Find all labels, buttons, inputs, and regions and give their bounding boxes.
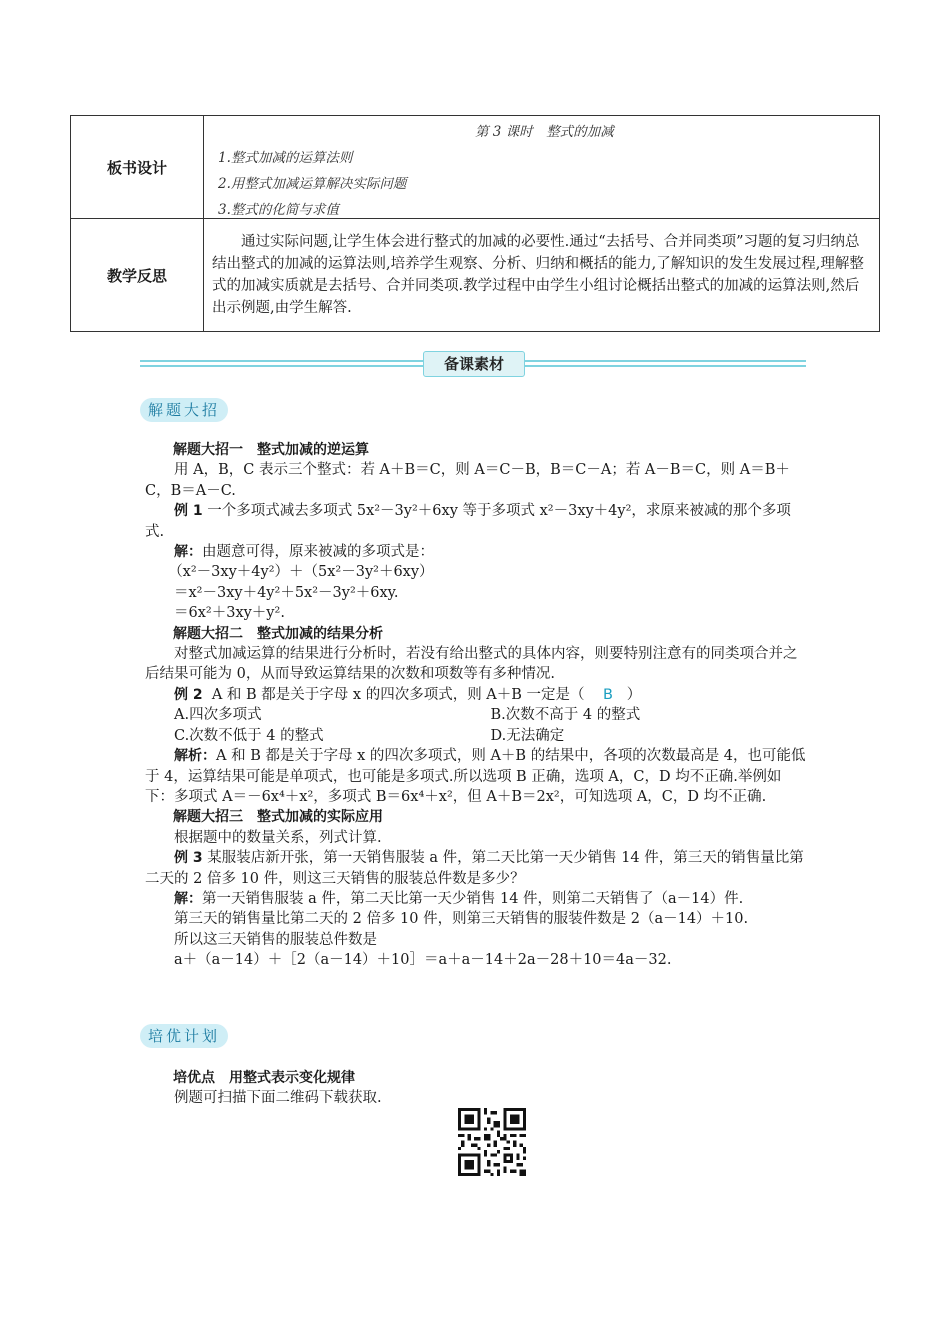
tips-content xyxy=(145,440,807,971)
board-design-label: 板书设计 xyxy=(71,116,204,219)
solution-para: a＋（a－14）＋［2（a－14）＋10］＝a＋a－14＋2a－28＋10＝4a－32. xyxy=(174,952,672,969)
tip-text: 对整式加减运算的结果进行分析时，若没有给出整式的具体内容，则要特别注意有的同类项合并之后结果可能为 0，从而导致运算结果的次数和项数等有多种情况. xyxy=(145,646,798,683)
math-line: ＝x²－3xy＋4y²＋5x²－3y²＋6xy. xyxy=(174,584,399,601)
section-tag-tips: 解题大招 xyxy=(140,398,228,422)
solution-3 xyxy=(145,889,807,909)
example-label: 例 3 xyxy=(174,850,203,867)
option-d: D.无法确定 xyxy=(490,727,565,744)
tip-heading: 解题大招三 整式加减的实际应用 xyxy=(173,809,383,826)
board-design-cell xyxy=(204,116,880,219)
plan-content xyxy=(145,1068,807,1109)
lesson-plan-table xyxy=(70,115,880,332)
option-b: B.次数不高于 4 的整式 xyxy=(490,707,641,724)
analysis-text: A 和 B 都是关于字母 x 的四次多项式，则 A＋B 的结果中，各项的次数最高是 4，也可能低于 4，运算结果可能是单项式，也可能是多项式.所以选项 B 正确，选项 A，C，D 均不正确.举例如下：多项式 A＝－6x⁴＋x²，多项式 B＝6x⁴＋x²，但 A＋B＝2x²，可知选项 A，C，D 均不正确. xyxy=(145,748,806,805)
math-line: （x²－3xy＋4y²）＋（5x²－3y²＋6xy） xyxy=(168,564,434,581)
example-label: 例 2 xyxy=(174,686,203,703)
option-a: A.四次多项式 xyxy=(174,707,262,724)
board-title: 第 3 课时 整式的加减 xyxy=(475,124,614,140)
analysis xyxy=(145,746,807,807)
reflection-text: 通过实际问题,让学生体会进行整式的加减的必要性.通过“去括号、合并同类项”习题的复习归纳总结出整式的加减的运算法则,培养学生观察、分析、归纳和概括的能力,了解知识的发生发展过程,理解整式的加减实质就是去括号、合并同类项.教学过程中由学生小组讨论概括出整式的加减的运算法则,然后出示例题,由学生解答. xyxy=(204,219,880,332)
board-item: 2.用整式加减运算解决实际问题 xyxy=(218,176,407,192)
solution-para: 第三天的销售量比第二天的 2 倍多 10 件，则第三天销售的服装件数是 2（a－14）＋10. xyxy=(174,911,749,928)
plan-heading: 培优点 用整式表示变化规律 xyxy=(173,1070,355,1086)
example-3 xyxy=(145,848,807,889)
section-tag-plan: 培优计划 xyxy=(140,1024,228,1048)
board-item: 1.整式加减的运算法则 xyxy=(218,150,353,166)
banner-title: 备课素材 xyxy=(423,351,525,377)
tip-text: 用 A，B，C 表示三个整式：若 A＋B＝C，则 A＝C－B，B＝C－A；若 A－B＝C，则 A＝B＋C，B＝A－C. xyxy=(145,462,790,499)
qr-code-icon[interactable] xyxy=(458,1108,526,1176)
example-text: A 和 B 都是关于字母 x 的四次多项式，则 A＋B 一定是（ xyxy=(211,686,585,703)
solution-text: 第一天销售服装 a 件，第二天比第一天少销售 14 件，则第二天销售了（a－14）件. xyxy=(202,890,744,907)
analysis-label: 解析： xyxy=(174,748,216,765)
solution-label: 解： xyxy=(174,890,202,907)
answer: B xyxy=(602,686,613,703)
tip-heading: 解题大招二 整式加减的结果分析 xyxy=(173,625,383,642)
board-item: 3.整式的化简与求值 xyxy=(218,202,339,218)
plan-text: 例题可扫描下面二维码下载获取. xyxy=(174,1090,382,1107)
tip-text: 根据题中的数量关系，列式计算. xyxy=(174,829,382,846)
example-1 xyxy=(145,501,807,542)
option-c: C.次数不低于 4 的整式 xyxy=(174,727,324,744)
options xyxy=(145,705,807,746)
solution-label: 解： xyxy=(174,544,202,561)
math-line: ＝6x²＋3xy＋y². xyxy=(174,605,285,622)
example-close: ） xyxy=(626,686,642,703)
example-2 xyxy=(145,685,807,705)
example-text: 某服装店新开张，第一天销售服装 a 件，第二天比第一天少销售 14 件，第三天的销售量比第二天的 2 倍多 10 件，则这三天销售的服装总件数是多少？ xyxy=(145,850,804,887)
reflection-label: 教学反思 xyxy=(71,219,204,332)
solution-para: 所以这三天销售的服装总件数是 xyxy=(174,931,377,948)
solution-1 xyxy=(145,542,807,562)
example-text: 一个多项式减去多项式 5x²－3y²＋6xy 等于多项式 x²－3xy＋4y²，求原来被减的那个多项式. xyxy=(145,503,791,540)
solution-text: 由题意可得，原来被减的多项式是： xyxy=(202,544,434,561)
tip-heading: 解题大招一 整式加减的逆运算 xyxy=(173,442,369,458)
example-label: 例 1 xyxy=(174,503,203,520)
